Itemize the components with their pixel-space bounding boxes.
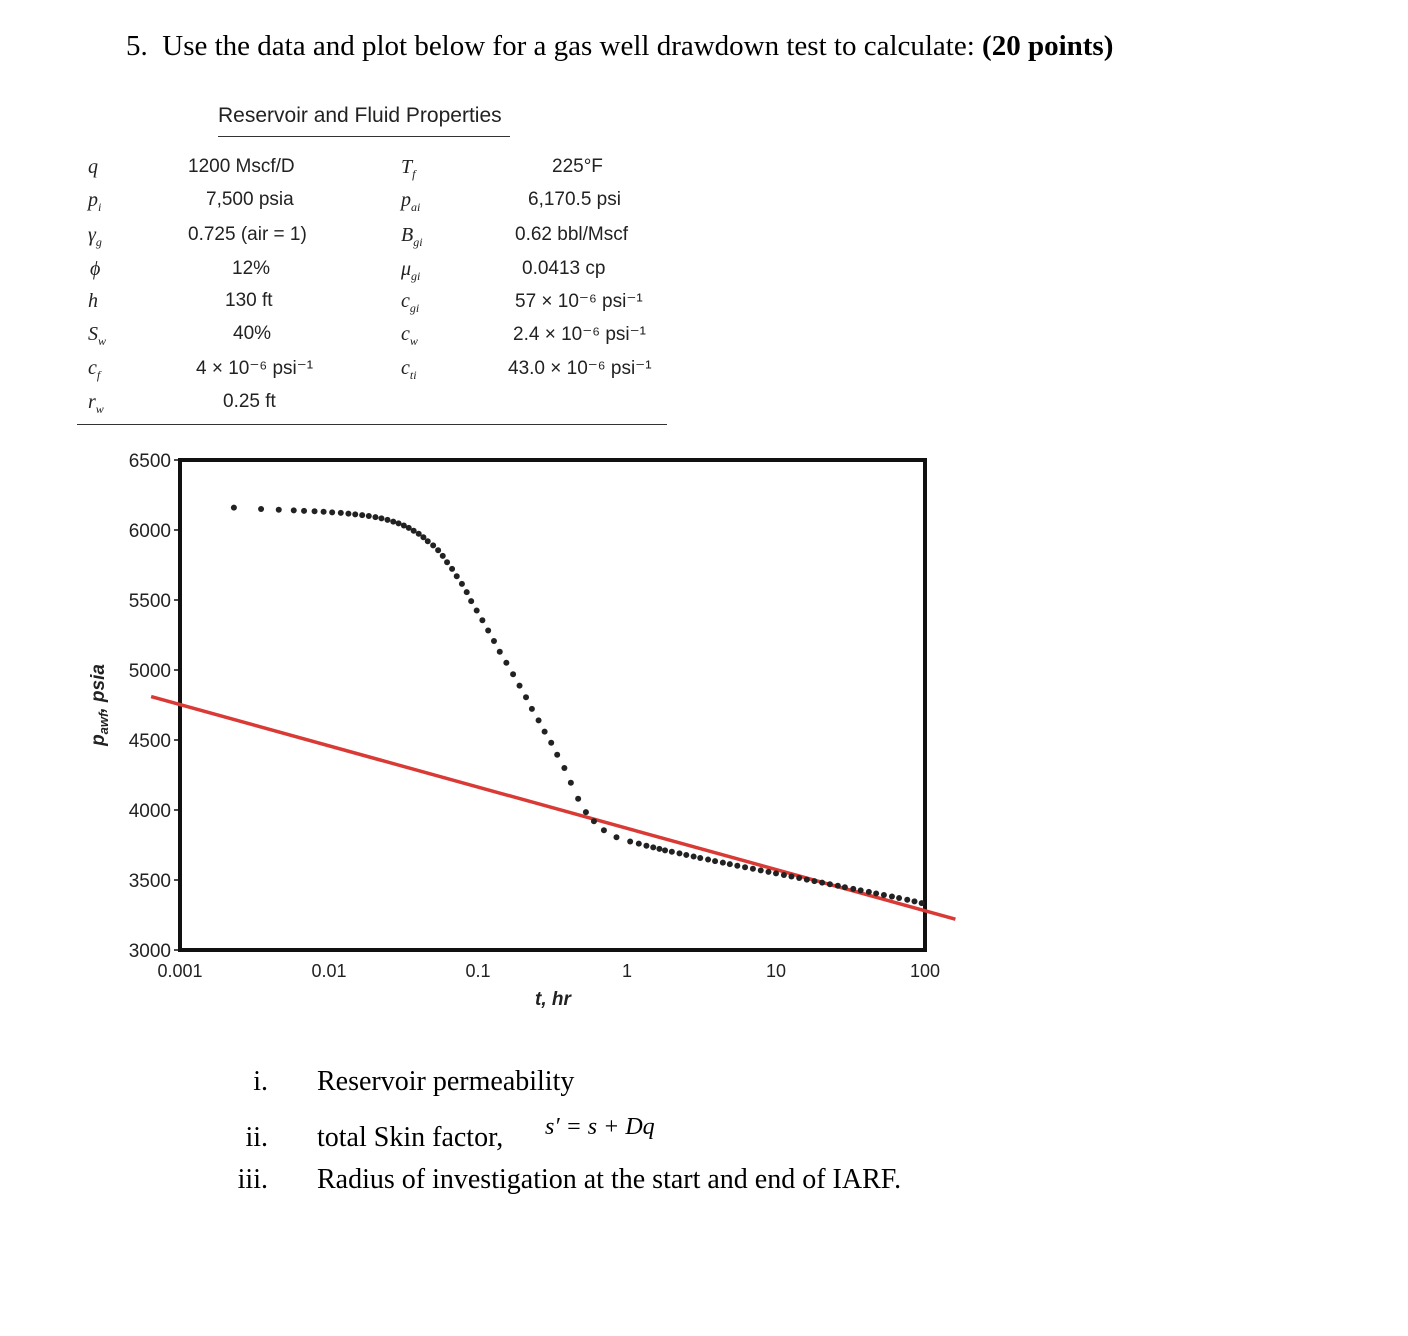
symbol-pai: $p_{ai}$: [401, 189, 421, 214]
data-point: [788, 874, 794, 880]
data-point: [536, 717, 542, 723]
value-cti: 43.0 × 10⁻⁶ psi⁻¹: [508, 358, 652, 379]
x-tick-label: 0.001: [157, 961, 203, 981]
data-point: [662, 847, 668, 853]
data-point: [385, 517, 391, 523]
y-tick-label: 5000: [128, 661, 171, 682]
symbol-mu-gi: $\mu_{gi}$: [401, 258, 421, 283]
y-tick-label: 6500: [128, 451, 171, 472]
data-point: [548, 740, 554, 746]
data-point: [359, 512, 365, 518]
data-point: [479, 617, 485, 623]
x-tick-label: 10: [765, 961, 787, 981]
value-pai: 6,170.5 psi: [528, 189, 621, 210]
data-point: [444, 559, 450, 565]
data-point: [866, 889, 872, 895]
data-point: [510, 671, 516, 677]
data-point: [835, 883, 841, 889]
data-point: [896, 895, 902, 901]
value-pi: 7,500 psia: [206, 189, 294, 210]
plot-frame: [180, 460, 925, 950]
data-point: [734, 863, 740, 869]
data-point: [842, 884, 848, 890]
x-tick-label: 0.01: [311, 961, 347, 981]
question-text: Use the data and plot below for a gas well drawdown test to calculate:: [162, 30, 975, 62]
symbol-sw: $S_w$: [88, 323, 107, 348]
data-point: [911, 898, 917, 904]
y-tick-label: 6000: [128, 521, 171, 542]
data-point: [301, 508, 307, 514]
symbol-bgi: $B_{gi}$: [401, 224, 423, 249]
data-point: [440, 553, 446, 559]
data-point: [430, 542, 436, 548]
symbol-cw: $c_w$: [401, 323, 418, 348]
symbol-phi: ϕ: [90, 258, 101, 280]
data-point: [449, 566, 455, 572]
task-3-text: Radius of investigation at the start and end of IARF.: [317, 1164, 902, 1195]
data-point: [781, 872, 787, 878]
data-point: [435, 547, 441, 553]
task-1-text: Reservoir permeability: [317, 1066, 575, 1097]
data-point: [523, 694, 529, 700]
data-point: [676, 850, 682, 856]
data-point: [568, 780, 574, 786]
data-point: [485, 628, 491, 634]
data-point: [554, 752, 560, 758]
data-point: [464, 589, 470, 595]
data-point: [312, 508, 318, 514]
data-point: [329, 509, 335, 515]
symbol-gamma-g: $\gamma_g$: [88, 224, 102, 249]
y-tick-label: 4500: [128, 731, 171, 752]
value-cw: 2.4 × 10⁻⁶ psi⁻¹: [513, 324, 646, 345]
data-point: [750, 866, 756, 872]
data-point: [827, 881, 833, 887]
y-tick-label: 5500: [128, 591, 171, 612]
data-point: [819, 880, 825, 886]
question-points: (20 points): [982, 30, 1114, 62]
data-point: [561, 765, 567, 771]
data-point: [811, 878, 817, 884]
data-point: [231, 505, 237, 511]
symbol-tf: $T_f$: [401, 156, 416, 181]
data-point: [529, 706, 535, 712]
data-point: [517, 683, 523, 689]
value-rw: 0.25 ft: [223, 391, 276, 412]
data-point: [575, 796, 581, 802]
data-point: [796, 875, 802, 881]
value-phi: 12%: [232, 258, 271, 279]
data-point: [338, 510, 344, 516]
data-point: [697, 855, 703, 861]
data-point: [919, 900, 925, 906]
data-point: [720, 860, 726, 866]
data-point: [712, 858, 718, 864]
data-point: [650, 844, 656, 850]
data-point: [742, 864, 748, 870]
task-2-text: total Skin factor,: [317, 1122, 504, 1153]
data-point: [881, 892, 887, 898]
data-point: [904, 897, 910, 903]
symbol-pi: $p_i$: [88, 189, 102, 214]
skin-formula: s′ = s + Dq: [545, 1114, 655, 1140]
data-point: [497, 649, 503, 655]
value-cgi: 57 × 10⁻⁶ psi⁻¹: [515, 291, 643, 312]
symbol-rw: $r_w$: [88, 391, 104, 416]
x-tick-label: 100: [909, 961, 941, 981]
data-point: [459, 581, 465, 587]
data-point: [503, 660, 509, 666]
question-number: 5.: [126, 30, 148, 62]
data-point: [542, 729, 548, 735]
data-point: [601, 827, 607, 833]
data-point: [758, 867, 764, 873]
data-point: [889, 894, 895, 900]
data-point: [474, 608, 480, 614]
value-mu-gi: 0.0413 cp: [522, 258, 606, 279]
symbol-cf: $c_f$: [88, 357, 101, 382]
value-h: 130 ft: [225, 290, 273, 311]
data-point: [454, 573, 460, 579]
data-point: [669, 849, 675, 855]
data-point: [491, 638, 497, 644]
y-axis-ticks: [129, 451, 180, 962]
x-tick-label: 1: [621, 961, 633, 981]
data-point: [773, 870, 779, 876]
data-point: [705, 857, 711, 863]
value-q: 1200 Mscf/D: [188, 156, 295, 177]
data-point: [258, 506, 264, 512]
data-point: [858, 887, 864, 893]
data-point: [656, 846, 662, 852]
data-point: [683, 852, 689, 858]
data-point: [627, 839, 633, 845]
data-point: [390, 519, 396, 525]
data-point: [411, 528, 417, 534]
data-point: [591, 818, 597, 824]
value-gamma-g: 0.725 (air = 1): [188, 224, 307, 245]
y-axis-label: $p_{awf}$, psia: [88, 664, 111, 746]
y-tick-label: 3500: [128, 871, 171, 892]
task-2-number: ii.: [245, 1122, 268, 1153]
data-point: [372, 514, 378, 520]
task-3-number: iii.: [237, 1164, 268, 1195]
trend-line: [151, 697, 955, 920]
data-point: [366, 513, 372, 519]
data-point: [291, 507, 297, 513]
x-axis-ticks: [157, 961, 940, 981]
data-point: [765, 869, 771, 875]
symbol-cti: $c_{ti}$: [401, 357, 417, 382]
data-point: [378, 515, 384, 521]
data-point: [352, 511, 358, 517]
x-axis-label: t, hr: [535, 989, 571, 1010]
y-tick-label: 3000: [128, 941, 171, 962]
y-tick-label: 4000: [128, 801, 171, 822]
data-point: [850, 886, 856, 892]
data-point: [468, 598, 474, 604]
data-point: [396, 520, 402, 526]
data-point: [613, 834, 619, 840]
data-point: [691, 853, 697, 859]
task-1-number: i.: [253, 1066, 268, 1097]
data-point: [636, 841, 642, 847]
symbol-cgi: $c_{gi}$: [401, 290, 420, 315]
data-point: [727, 861, 733, 867]
value-tf: 225°F: [552, 156, 603, 177]
symbol-q: q: [88, 156, 98, 178]
value-bgi: 0.62 bbl/Mscf: [515, 224, 628, 245]
data-point: [425, 538, 431, 544]
data-points: [231, 505, 925, 906]
data-point: [276, 507, 282, 513]
data-point: [873, 890, 879, 896]
data-point: [583, 809, 589, 815]
symbol-h: h: [88, 290, 98, 312]
data-point: [345, 511, 351, 517]
data-point: [804, 877, 810, 883]
value-sw: 40%: [233, 323, 272, 344]
x-tick-label: 0.1: [465, 961, 491, 981]
data-point: [321, 509, 327, 515]
value-cf: 4 × 10⁻⁶ psi⁻¹: [196, 358, 314, 379]
table-title: Reservoir and Fluid Properties: [218, 104, 502, 127]
data-point: [643, 843, 649, 849]
